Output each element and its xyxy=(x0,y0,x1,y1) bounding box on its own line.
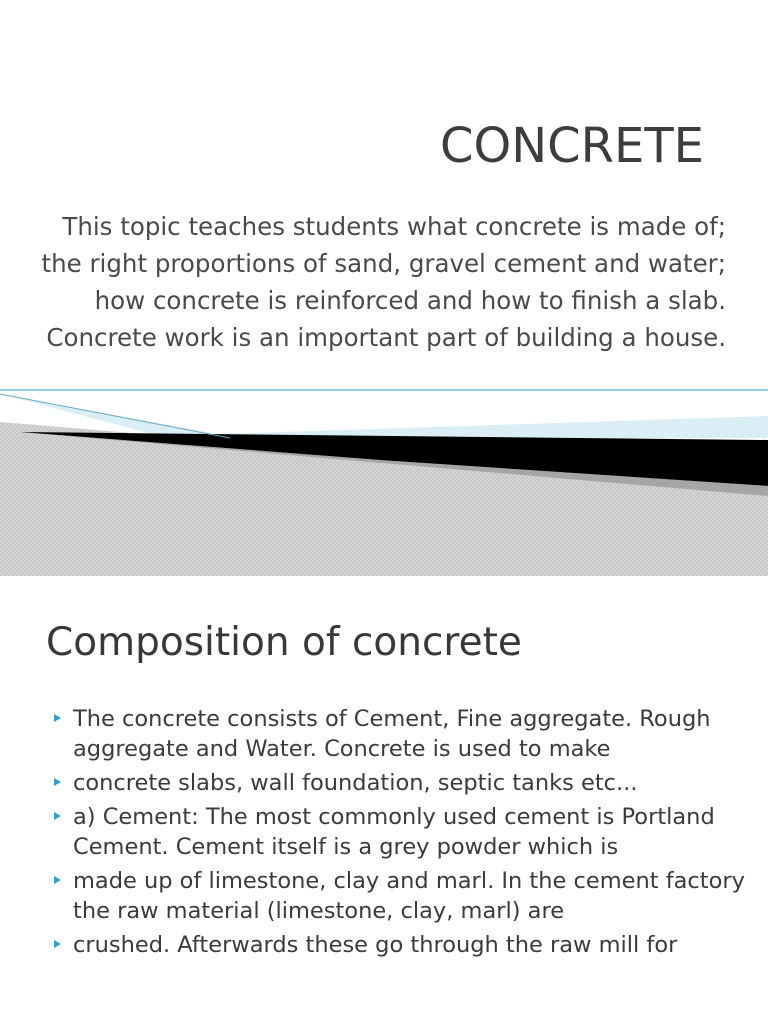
list-item xyxy=(54,704,754,764)
slide-separator xyxy=(0,576,768,586)
bullet-arrow-icon xyxy=(54,714,61,722)
list-item xyxy=(54,930,754,960)
slide-title-heading: CONCRETE xyxy=(439,118,704,174)
decorative-wave-graphic xyxy=(0,360,768,576)
list-item-text: crushed. Afterwards these go through the raw mill for xyxy=(73,932,678,958)
list-item xyxy=(54,802,754,862)
list-item-text: made up of limestone, clay and marl. In the cement factory the raw material (limestone, clay, marl) are xyxy=(73,868,745,924)
bullet-arrow-icon xyxy=(54,876,61,884)
bullet-arrow-icon xyxy=(54,812,61,820)
list-item xyxy=(54,768,754,798)
bullet-arrow-icon xyxy=(54,778,61,786)
bullet-arrow-icon xyxy=(54,940,61,948)
subtitle-paragraph: This topic teaches students what concrete is made of; the right proportions of sand, gravel cement and water; how concrete is reinforced and how to finish a slab. xyxy=(41,212,726,315)
slide-subtitle xyxy=(36,208,726,356)
slide-composition xyxy=(0,586,768,1024)
slide-heading: Composition of concrete xyxy=(46,620,522,665)
list-item-text: a) Cement: The most commonly used cement is Portland Cement. Cement itself is a grey powder which is xyxy=(73,804,715,860)
list-item-text: The concrete consists of Cement, Fine aggregate. Rough aggregate and Water. Concrete is used to make xyxy=(73,706,711,762)
list-item-text: concrete slabs, wall foundation, septic tanks etc... xyxy=(73,770,638,796)
bullet-list xyxy=(54,704,754,964)
list-item xyxy=(54,866,754,926)
subtitle-paragraph: Concrete work is an important part of building a house. xyxy=(46,323,726,352)
